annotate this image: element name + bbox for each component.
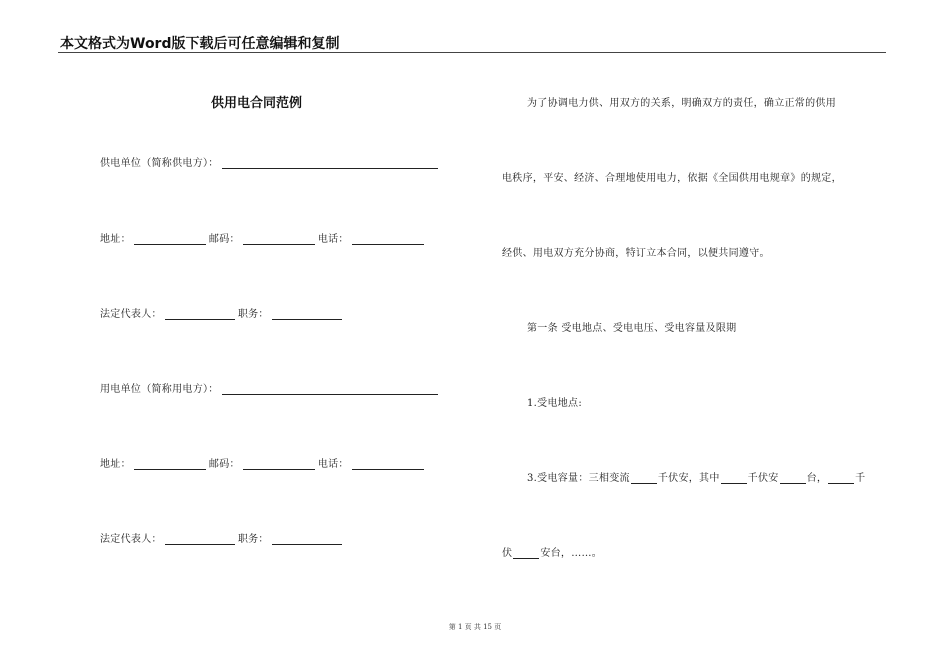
user-field[interactable] xyxy=(222,383,438,395)
header-divider xyxy=(58,52,886,53)
supplier-line xyxy=(100,154,441,169)
user-address-line xyxy=(100,455,427,470)
position-field[interactable] xyxy=(272,308,342,320)
item-3-text-a: 3.受电容量：三相变流 xyxy=(527,473,630,484)
position-field[interactable] xyxy=(272,533,342,545)
phone-field[interactable] xyxy=(352,458,424,470)
supplier-field[interactable] xyxy=(222,157,438,169)
user-line xyxy=(100,380,441,395)
item-3-text-c: 千伏安 xyxy=(747,473,779,484)
representative-field[interactable] xyxy=(165,308,235,320)
address-label: 地址： xyxy=(100,459,131,470)
item-1: 1.受电地点: xyxy=(527,398,583,409)
page-number: 第 1 页 共 15 页 xyxy=(448,623,502,631)
user-representative-line xyxy=(100,530,345,545)
page-header: 本文格式为Word版下载后可任意编辑和复制 xyxy=(60,36,340,52)
address-field[interactable] xyxy=(134,233,206,245)
phone-label: 电话： xyxy=(317,234,349,245)
unit-count-field[interactable] xyxy=(780,472,806,484)
zip-label: 邮码： xyxy=(208,234,240,245)
representative-label: 法定代表人： xyxy=(100,309,162,320)
supplier-representative-line xyxy=(100,305,345,320)
phone-label: 电话： xyxy=(317,459,349,470)
preamble-line-1: 为了协调电力供、用双方的关系，明确双方的责任，确立正常的供用 xyxy=(527,98,836,109)
supplier-label: 供电单位（简称供电方）： xyxy=(100,158,219,169)
zip-field[interactable] xyxy=(243,233,315,245)
address-field[interactable] xyxy=(134,458,206,470)
representative-field[interactable] xyxy=(165,533,235,545)
zip-label: 邮码： xyxy=(208,459,240,470)
capacity-field[interactable] xyxy=(828,472,854,484)
position-label: 职务： xyxy=(237,534,269,545)
capacity-field[interactable] xyxy=(721,472,747,484)
item-3-text-g: 安台，……。 xyxy=(540,548,603,559)
item-3-text-b: 千伏安，其中 xyxy=(657,473,720,484)
item-3-continuation xyxy=(502,544,602,559)
item-3-text-f: 伏 xyxy=(502,548,513,559)
document-title: 供用电合同范例 xyxy=(211,96,303,111)
address-label: 地址： xyxy=(100,234,131,245)
phone-field[interactable] xyxy=(352,233,424,245)
supplier-address-line xyxy=(100,230,427,245)
representative-label: 法定代表人： xyxy=(100,534,162,545)
unit-count-field[interactable] xyxy=(513,547,539,559)
user-label: 用电单位（简称用电方）： xyxy=(100,384,219,395)
position-label: 职务： xyxy=(237,309,269,320)
article-1-heading: 第一条 受电地点、受电电压、受电容量及限期 xyxy=(527,323,737,334)
capacity-field[interactable] xyxy=(631,472,657,484)
preamble-line-2: 电秩序，平安、经济、合理地使用电力，依据《全国供用电规章》的规定， xyxy=(502,173,842,184)
item-3-text-e: 千 xyxy=(855,473,866,484)
item-3-line xyxy=(527,469,865,484)
zip-field[interactable] xyxy=(243,458,315,470)
preamble-line-3: 经供、用电双方充分协商，特订立本合同，以便共同遵守。 xyxy=(502,248,770,259)
item-3-text-d: 台， xyxy=(806,473,828,484)
